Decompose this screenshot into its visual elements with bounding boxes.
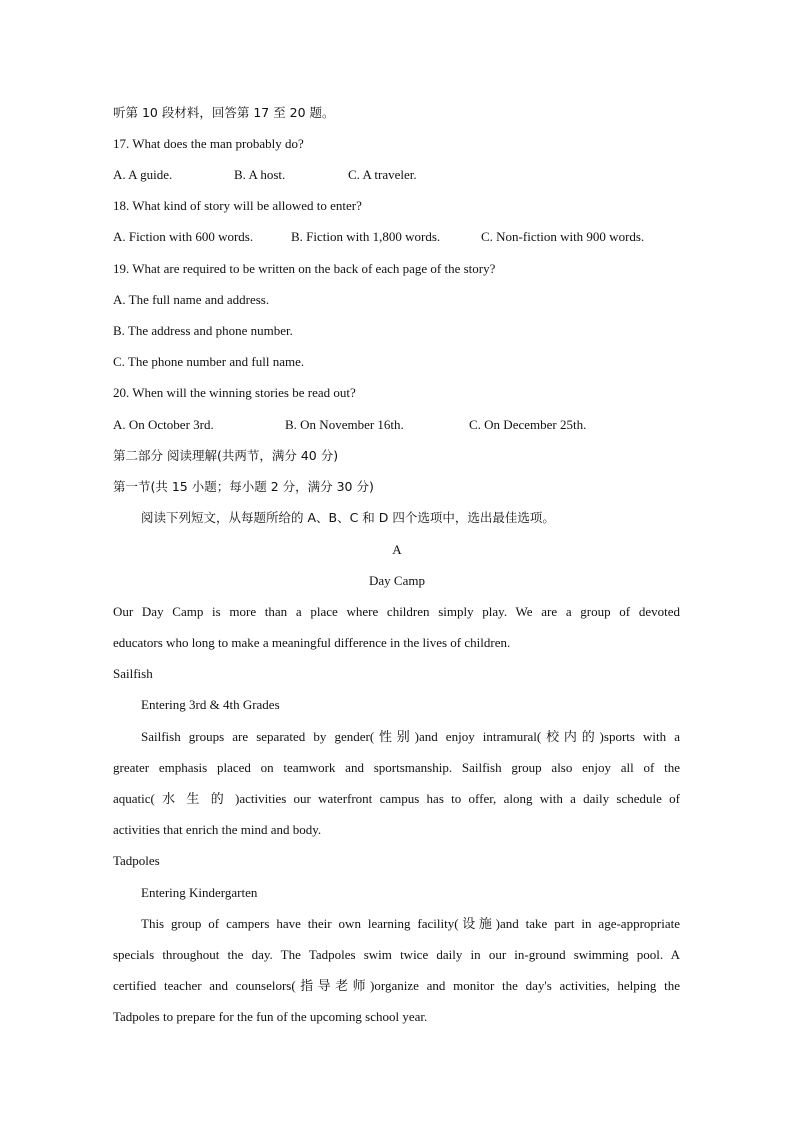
section-1-title: 第一节(共 15 小题；每小题 2 分，满分 30 分) — [113, 479, 374, 494]
group-name-tadpoles: Tadpoles — [113, 853, 160, 868]
question-18-stem: 18. What kind of story will be allowed to enter? — [113, 198, 362, 213]
part-2-title: 第二部分 阅读理解(共两节，满分 40 分) — [113, 448, 339, 463]
tadpoles-paragraph-line-2: specials throughout the day. The Tadpoles swim twice daily in our in-ground swimming pool. A — [113, 947, 680, 962]
question-17-option-c: C. A traveler. — [348, 167, 417, 182]
reading-instructions: 阅读下列短文，从每题所给的 A、B、C 和 D 四个选项中，选出最佳选项。 — [141, 510, 555, 525]
group-name-sailfish: Sailfish — [113, 666, 153, 681]
question-20-option-a: A. On October 3rd. — [113, 417, 214, 432]
sailfish-paragraph-line-2: greater emphasis placed on teamwork and sportsmanship. Sailfish group also enjoy all of the — [113, 760, 680, 775]
tadpoles-paragraph-line-1: This group of campers have their own learning facility(设施)and take part in age-appropriate — [141, 916, 680, 931]
question-17-option-b: B. A host. — [234, 167, 286, 182]
question-18-option-a: A. Fiction with 600 words. — [113, 229, 254, 244]
sailfish-paragraph-line-3: aquatic( 水 生 的 )activities our waterfront campus has to offer, along with a daily schedule of — [113, 791, 680, 806]
passage-intro-line-1: Our Day Camp is more than a place where children simply play. We are a group of devoted — [113, 604, 680, 619]
question-18-option-b: B. Fiction with 1,800 words. — [291, 229, 441, 244]
question-20-option-b: B. On November 16th. — [285, 417, 404, 432]
passage-intro-line-2: educators who long to make a meaningful difference in the lives of children. — [113, 635, 511, 650]
question-17-option-a: A. A guide. — [113, 167, 173, 182]
question-18-option-c: C. Non-fiction with 900 words. — [481, 229, 645, 244]
question-19-option-b: B. The address and phone number. — [113, 323, 293, 338]
question-19-option-c: C. The phone number and full name. — [113, 354, 305, 369]
group-subtitle-sailfish: Entering 3rd & 4th Grades — [141, 697, 280, 712]
tadpoles-paragraph-line-4: Tadpoles to prepare for the fun of the upcoming school year. — [113, 1009, 428, 1024]
tadpoles-paragraph-line-3: certified teacher and counselors(指导老师)organize and monitor the day's activities, helping the — [113, 978, 680, 993]
passage-letter: A — [392, 542, 402, 557]
sailfish-paragraph-line-4: activities that enrich the mind and body. — [113, 822, 322, 837]
passage-title: Day Camp — [369, 573, 425, 588]
question-20-stem: 20. When will the winning stories be read out? — [113, 385, 356, 400]
question-17-stem: 17. What does the man probably do? — [113, 136, 304, 151]
question-19-option-a: A. The full name and address. — [113, 292, 270, 307]
group-subtitle-tadpoles: Entering Kindergarten — [141, 885, 258, 900]
listening-section-intro: 听第 10 段材料，回答第 17 至 20 题。 — [113, 105, 335, 120]
question-19-stem: 19. What are required to be written on the back of each page of the story? — [113, 261, 496, 276]
question-20-option-c: C. On December 25th. — [469, 417, 587, 432]
sailfish-paragraph-line-1: Sailfish groups are separated by gender(性别)and enjoy intramural(校内的)sports with a — [141, 729, 680, 744]
